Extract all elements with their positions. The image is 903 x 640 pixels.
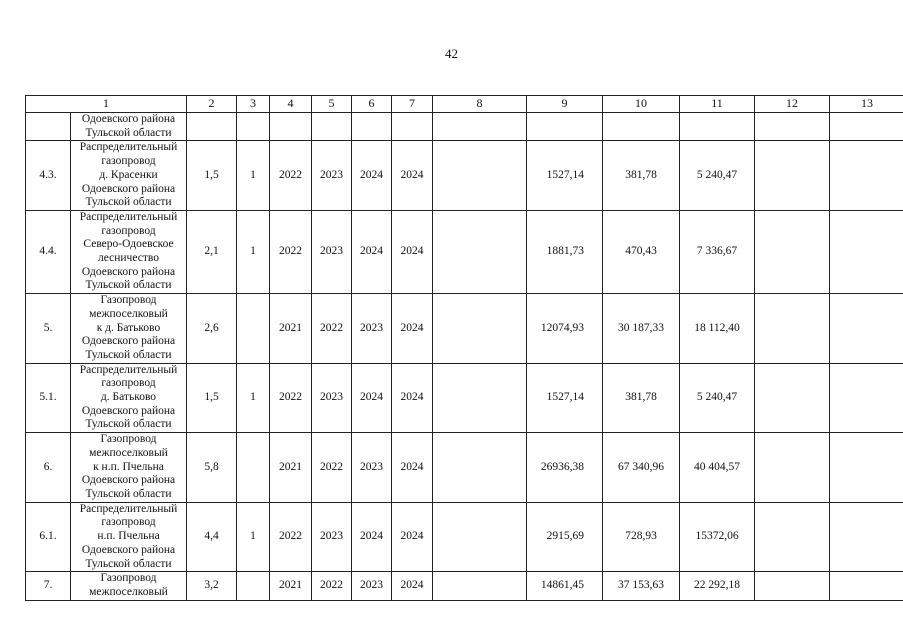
- table-row: [26, 572, 903, 600]
- object-name-line: к д. Батьково: [96, 321, 161, 334]
- cell-c8: [433, 433, 527, 503]
- cell-c11: 40 404,57: [680, 433, 755, 503]
- object-name-line: газопровод: [101, 224, 156, 237]
- object-name-line: д. Батьково: [100, 391, 157, 404]
- object-name-line: Одоевского района: [81, 404, 176, 417]
- table-row: [26, 210, 903, 293]
- cell-c9: 12074,93: [527, 294, 603, 364]
- cell-c13: [830, 433, 903, 503]
- row-number-cell: 6.: [26, 433, 71, 503]
- object-name-line: Одоевского района: [81, 543, 176, 556]
- cell-c4: 2022: [270, 502, 312, 572]
- header-cell: 8: [433, 96, 527, 113]
- header-cell: 2: [187, 96, 237, 113]
- header-cell: 3: [237, 96, 270, 113]
- object-name-cell: [71, 113, 187, 141]
- cell-c12: [755, 363, 830, 433]
- object-name-line: Газопровод: [100, 294, 157, 307]
- object-name-cell: [71, 433, 187, 503]
- cell-c6: 2024: [352, 210, 392, 293]
- object-name-line: к н.п. Пчельна: [93, 460, 164, 473]
- object-name-line: д. Красенки: [99, 168, 158, 181]
- cell-c9: 2915,69: [527, 502, 603, 572]
- cell-c3: 1: [237, 363, 270, 433]
- cell-c8: [433, 572, 527, 600]
- cell-c5: 2022: [312, 294, 352, 364]
- object-name-cell: [71, 572, 187, 600]
- cell-c6: 2023: [352, 572, 392, 600]
- cell-c5: 2022: [312, 572, 352, 600]
- cell-c10: 67 340,96: [603, 433, 680, 503]
- object-name-line: Тульской области: [85, 348, 172, 361]
- cell-c9: 1527,14: [527, 141, 603, 211]
- cell-c12: [755, 572, 830, 600]
- cell-c6: 2023: [352, 433, 392, 503]
- cell-c3: 1: [237, 141, 270, 211]
- cell-c3: [237, 572, 270, 600]
- cell-c11: 7 336,67: [680, 210, 755, 293]
- cell-c8: [433, 113, 527, 141]
- object-name-cell: [71, 363, 187, 433]
- cell-c13: [830, 294, 903, 364]
- cell-c3: [237, 294, 270, 364]
- cell-c5: 2023: [312, 210, 352, 293]
- cell-c4: 2022: [270, 141, 312, 211]
- cell-c2: [187, 113, 237, 141]
- object-name-line: Газопровод: [100, 572, 157, 585]
- cell-c8: [433, 141, 527, 211]
- cell-c12: [755, 502, 830, 572]
- cell-c9: 1881,73: [527, 210, 603, 293]
- cell-c7: [392, 113, 433, 141]
- cell-c8: [433, 210, 527, 293]
- object-name-line: Распределительный: [79, 502, 178, 515]
- cell-c9: 14861,45: [527, 572, 603, 600]
- cell-c7: 2024: [392, 363, 433, 433]
- object-name-line: Распределительный: [79, 141, 178, 154]
- cell-c2: 3,2: [187, 572, 237, 600]
- cell-c11: [680, 113, 755, 141]
- cell-c13: [830, 502, 903, 572]
- page-number: 42: [445, 46, 458, 61]
- cell-c12: [755, 433, 830, 503]
- cell-c5: 2022: [312, 433, 352, 503]
- table-row: [26, 113, 903, 141]
- cell-c8: [433, 502, 527, 572]
- object-name-line: Одоевского района: [81, 113, 176, 125]
- cell-c13: [830, 141, 903, 211]
- cell-c3: [237, 113, 270, 141]
- table-row: [26, 502, 903, 572]
- object-name-line: Тульской области: [85, 196, 172, 209]
- cell-c3: [237, 433, 270, 503]
- object-name-line: газопровод: [101, 155, 156, 168]
- cell-c5: 2023: [312, 141, 352, 211]
- cell-c6: 2024: [352, 363, 392, 433]
- object-name-line: Тульской области: [85, 487, 172, 500]
- object-name-line: Одоевского района: [81, 474, 176, 487]
- table-row: [26, 141, 903, 211]
- cell-c10: 470,43: [603, 210, 680, 293]
- object-name-cell: [71, 210, 187, 293]
- header-cell: 5: [312, 96, 352, 113]
- cell-c12: [755, 294, 830, 364]
- object-name-line: Тульской области: [85, 418, 172, 431]
- cell-c10: 30 187,33: [603, 294, 680, 364]
- gas-pipeline-table: [25, 95, 903, 601]
- cell-c11: 15372,06: [680, 502, 755, 572]
- header-cell: 13: [830, 96, 903, 113]
- cell-c2: 1,5: [187, 141, 237, 211]
- header-cell: 12: [755, 96, 830, 113]
- cell-c8: [433, 294, 527, 364]
- cell-c6: 2023: [352, 294, 392, 364]
- header-cell: 6: [352, 96, 392, 113]
- cell-c5: [312, 113, 352, 141]
- row-number-cell: 4.4.: [26, 210, 71, 293]
- row-number-cell: 5.: [26, 294, 71, 364]
- cell-c4: 2021: [270, 294, 312, 364]
- table-row: [26, 433, 903, 503]
- object-name-line: Северо-Одоевское: [83, 238, 174, 251]
- cell-c7: 2024: [392, 572, 433, 600]
- cell-c9: 1527,14: [527, 363, 603, 433]
- object-name-line: Тульской области: [85, 557, 172, 570]
- cell-c5: 2023: [312, 502, 352, 572]
- cell-c10: 728,93: [603, 502, 680, 572]
- cell-c4: [270, 113, 312, 141]
- cell-c10: 37 153,63: [603, 572, 680, 600]
- cell-c2: 4,4: [187, 502, 237, 572]
- object-name-line: Одоевского района: [81, 335, 176, 348]
- cell-c2: 2,1: [187, 210, 237, 293]
- cell-c11: 18 112,40: [680, 294, 755, 364]
- cell-c4: 2021: [270, 572, 312, 600]
- cell-c12: [755, 113, 830, 141]
- cell-c3: 1: [237, 210, 270, 293]
- cell-c3: 1: [237, 502, 270, 572]
- header-cell: 7: [392, 96, 433, 113]
- cell-c11: 22 292,18: [680, 572, 755, 600]
- table-row: [26, 363, 903, 433]
- cell-c13: [830, 572, 903, 600]
- cell-c7: 2024: [392, 502, 433, 572]
- header-cell: 10: [603, 96, 680, 113]
- cell-c13: [830, 363, 903, 433]
- header-row: [26, 96, 903, 113]
- header-cell: 1: [26, 96, 187, 113]
- header-cell: 4: [270, 96, 312, 113]
- cell-c7: 2024: [392, 141, 433, 211]
- object-name-line: газопровод: [101, 516, 156, 529]
- cell-c13: [830, 210, 903, 293]
- cell-c10: [603, 113, 680, 141]
- cell-c2: 5,8: [187, 433, 237, 503]
- cell-c4: 2022: [270, 210, 312, 293]
- cell-c6: 2024: [352, 502, 392, 572]
- object-name-line: межпоселковый: [89, 307, 168, 320]
- object-name-line: газопровод: [101, 377, 156, 390]
- cell-c5: 2023: [312, 363, 352, 433]
- cell-c6: [352, 113, 392, 141]
- table-row: [26, 294, 903, 364]
- row-number-cell: [26, 113, 71, 141]
- cell-c10: 381,78: [603, 141, 680, 211]
- cell-c10: 381,78: [603, 363, 680, 433]
- object-name-line: Тульской области: [85, 279, 172, 292]
- object-name-line: Распределительный: [79, 210, 178, 223]
- object-name-line: межпоселковый: [89, 585, 168, 598]
- cell-c2: 1,5: [187, 363, 237, 433]
- object-name-cell: [71, 502, 187, 572]
- cell-c8: [433, 363, 527, 433]
- object-name-line: Одоевского района: [81, 182, 176, 195]
- row-number-cell: 4.3.: [26, 141, 71, 211]
- header-cell: 11: [680, 96, 755, 113]
- row-number-cell: 5.1.: [26, 363, 71, 433]
- object-name-line: н.п. Пчельна: [97, 530, 160, 543]
- object-name-cell: [71, 141, 187, 211]
- object-name-line: Распределительный: [79, 363, 178, 376]
- cell-c7: 2024: [392, 210, 433, 293]
- cell-c12: [755, 210, 830, 293]
- cell-c9: 26936,38: [527, 433, 603, 503]
- row-number-cell: 7.: [26, 572, 71, 600]
- cell-c12: [755, 141, 830, 211]
- cell-c9: [527, 113, 603, 141]
- cell-c7: 2024: [392, 294, 433, 364]
- object-name-line: Одоевского района: [81, 265, 176, 278]
- cell-c11: 5 240,47: [680, 363, 755, 433]
- cell-c4: 2021: [270, 433, 312, 503]
- object-name-cell: [71, 294, 187, 364]
- cell-c11: 5 240,47: [680, 141, 755, 211]
- object-name-line: межпоселковый: [89, 446, 168, 459]
- cell-c2: 2,6: [187, 294, 237, 364]
- cell-c6: 2024: [352, 141, 392, 211]
- cell-c4: 2022: [270, 363, 312, 433]
- object-name-line: Тульской области: [85, 126, 172, 139]
- cell-c7: 2024: [392, 433, 433, 503]
- header-cell: 9: [527, 96, 603, 113]
- object-name-line: лесничество: [98, 252, 159, 265]
- cell-c13: [830, 113, 903, 141]
- row-number-cell: 6.1.: [26, 502, 71, 572]
- object-name-line: Газопровод: [100, 433, 157, 446]
